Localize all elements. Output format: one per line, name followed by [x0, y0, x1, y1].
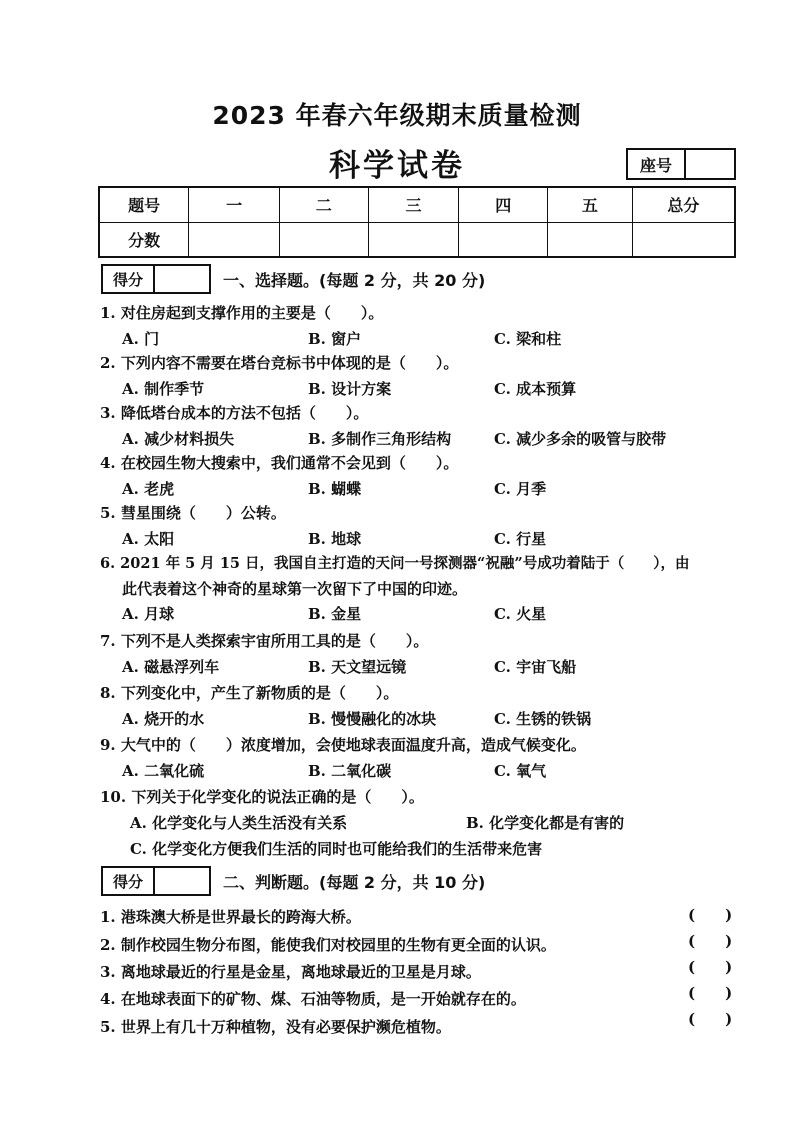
answer-blank[interactable]: ( ) — [688, 932, 733, 950]
exam-title: 2023 年春六年级期末质量检测 — [212, 101, 582, 130]
option-c: C. 月季 — [494, 480, 547, 498]
score-box-label: 得分 — [103, 266, 155, 292]
score-table-cell: 五 — [548, 187, 633, 222]
question-stem: 10. 下列关于化学变化的说法正确的是（ ）。 — [100, 788, 424, 806]
option-b: B. 设计方案 — [308, 380, 392, 398]
option-a: A. 磁悬浮列车 — [122, 658, 220, 676]
option-a: A. 老虎 — [122, 480, 175, 498]
seat-number-field[interactable] — [686, 150, 734, 178]
score-table-cell: 分数 — [99, 222, 189, 257]
question-stem: 3. 降低塔台成本的方法不包括（ ）。 — [100, 404, 369, 422]
option-a: A. 化学变化与人类生活没有关系 — [130, 814, 348, 832]
judgment-question: 4. 在地球表面下的矿物、煤、石油等物质，是一开始就存在的。 — [100, 990, 526, 1008]
option-c: C. 成本预算 — [494, 380, 577, 398]
option-a: A. 太阳 — [122, 530, 175, 548]
question-stem: 9. 大气中的（ ）浓度增加，会使地球表面温度升高，造成气候变化。 — [100, 736, 586, 754]
option-a: A. 减少材料损失 — [122, 430, 235, 448]
answer-blank[interactable]: ( ) — [688, 984, 733, 1002]
option-b: B. 蝴蝶 — [308, 480, 362, 498]
option-c: C. 化学变化方便我们生活的同时也可能给我们的生活带来危害 — [130, 840, 543, 858]
section1-title: 一、选择题。(每题 2 分，共 20 分) — [223, 270, 486, 290]
score-entry-cell[interactable] — [368, 222, 459, 257]
option-b: B. 窗户 — [308, 330, 362, 348]
question-stem: 6. 2021 年 5 月 15 日，我国自主打造的天问一号探测器“祝融”号成功着陆于（ ），由 — [100, 555, 690, 572]
question-stem: 5. 彗星围绕（ ）公转。 — [100, 504, 286, 522]
section2-score-box — [101, 866, 211, 896]
score-table-cell: 四 — [459, 187, 548, 222]
score-entry-cell[interactable] — [459, 222, 548, 257]
option-b: B. 多制作三角形结构 — [308, 430, 452, 448]
option-a: A. 月球 — [122, 605, 175, 623]
score-entry-cell[interactable] — [189, 222, 280, 257]
score-entry-cell[interactable] — [279, 222, 368, 257]
option-c: C. 梁和柱 — [494, 330, 562, 348]
question-stem: 4. 在校园生物大搜索中，我们通常不会见到（ ）。 — [100, 454, 459, 472]
section1-score-field[interactable] — [155, 266, 209, 292]
score-table-cell: 一 — [189, 187, 280, 222]
section2-score-field[interactable] — [155, 868, 209, 894]
section1-score-box — [101, 264, 211, 294]
judgment-question: 5. 世界上有几十万种植物，没有必要保护濒危植物。 — [100, 1018, 451, 1036]
judgment-question: 1. 港珠澳大桥是世界最长的跨海大桥。 — [100, 908, 361, 926]
score-table-header-row — [99, 187, 735, 222]
option-b: B. 天文望远镜 — [308, 658, 407, 676]
score-table — [98, 186, 736, 258]
option-a: A. 二氧化硫 — [122, 762, 205, 780]
judgment-question: 3. 离地球最近的行星是金星，离地球最近的卫星是月球。 — [100, 963, 481, 981]
option-b: B. 二氧化碳 — [308, 762, 392, 780]
answer-blank[interactable]: ( ) — [688, 1010, 733, 1028]
question-stem: 7. 下列不是人类探索宇宙所用工具的是（ ）。 — [100, 632, 429, 650]
question-stem-continued: 此代表着这个神奇的星球第一次留下了中国的印迹。 — [122, 580, 468, 598]
judgment-question: 2. 制作校园生物分布图，能使我们对校园里的生物有更全面的认识。 — [100, 936, 556, 954]
score-table-score-row — [99, 222, 735, 257]
option-c: C. 氧气 — [494, 762, 547, 780]
seat-label: 座号 — [628, 150, 686, 178]
seat-number-box — [626, 148, 736, 180]
option-a: A. 烧开的水 — [122, 710, 205, 728]
option-c: C. 减少多余的吸管与胶带 — [494, 430, 667, 448]
option-b: B. 慢慢融化的冰块 — [308, 710, 437, 728]
option-c: C. 行星 — [494, 530, 547, 548]
option-a: A. 制作季节 — [122, 380, 205, 398]
option-c: C. 生锈的铁锅 — [494, 710, 592, 728]
answer-blank[interactable]: ( ) — [688, 906, 733, 924]
score-entry-cell[interactable] — [632, 222, 735, 257]
option-c: C. 宇宙飞船 — [494, 658, 577, 676]
score-entry-cell[interactable] — [548, 222, 633, 257]
subject-title: 科学试卷 — [329, 148, 465, 184]
section2-header — [101, 866, 485, 896]
option-a: A. 门 — [122, 330, 160, 348]
score-box-label: 得分 — [103, 868, 155, 894]
answer-blank[interactable]: ( ) — [688, 958, 733, 976]
score-table-cell: 三 — [368, 187, 459, 222]
score-table-cell: 总分 — [632, 187, 735, 222]
score-table-cell: 二 — [279, 187, 368, 222]
section2-title: 二、判断题。(每题 2 分，共 10 分) — [223, 872, 486, 892]
option-c: C. 火星 — [494, 605, 547, 623]
question-stem: 1. 对住房起到支撑作用的主要是（ ）。 — [100, 304, 384, 322]
score-table-cell: 题号 — [99, 187, 189, 222]
option-b: B. 金星 — [308, 605, 362, 623]
question-stem: 2. 下列内容不需要在塔台竞标书中体现的是（ ）。 — [100, 354, 459, 372]
question-stem: 8. 下列变化中，产生了新物质的是（ ）。 — [100, 684, 399, 702]
option-b: B. 化学变化都是有害的 — [466, 814, 625, 832]
option-b: B. 地球 — [308, 530, 362, 548]
section1-header — [101, 264, 485, 294]
